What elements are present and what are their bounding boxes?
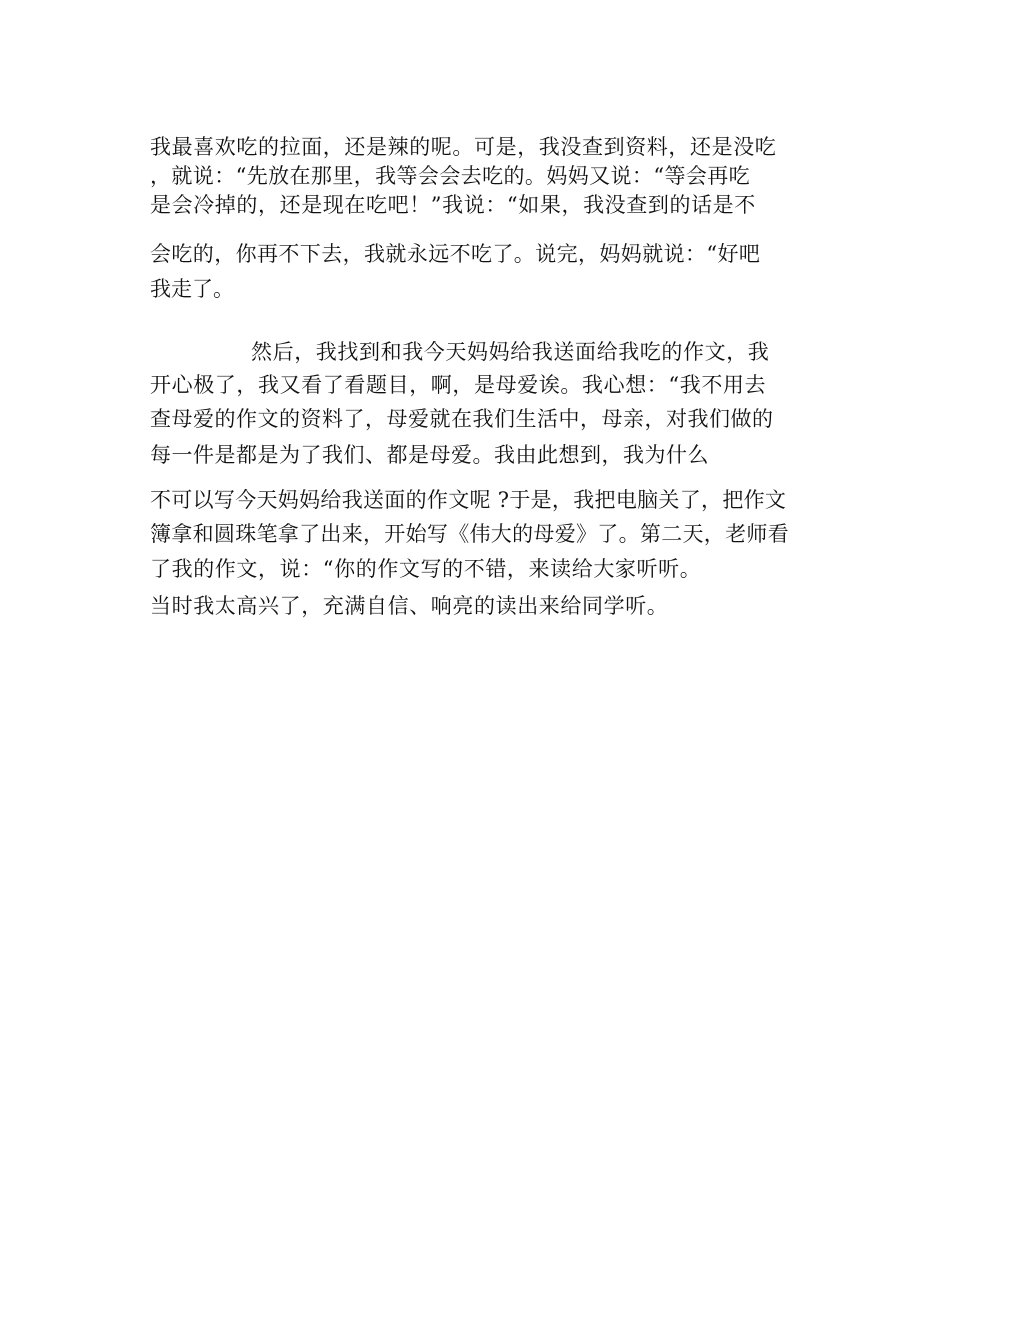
paragraph-3-line-1: 不可以写今天妈妈给我送面的作文呢 ?于是，我把电脑关了，把作文	[150, 488, 787, 512]
paragraph-1-line-2: ，就说：“先放在那里，我等会会去吃的。妈妈又说：“等会再吃	[150, 164, 751, 188]
paragraph-2-line-1: 然后，我找到和我今天妈妈给我送面给我吃的作文，我	[251, 340, 770, 364]
paragraph-3-line-3: 了我的作文，说：“你的作文写的不错，来读给大家听听。	[150, 557, 702, 581]
paragraph-2-line-3: 查母爱的作文的资料了，母爱就在我们生活中，母亲，对我们做的	[150, 407, 774, 431]
paragraph-1-line-3: 是会冷掉的，还是现在吃吧！”我说：“如果，我没查到的话是不	[150, 193, 756, 217]
paragraph-1-line-4: 会吃的，你再不下去，我就永远不吃了。说完，妈妈就说：“好吧	[150, 242, 761, 266]
paragraph-2-line-2: 开心极了，我又看了看题目，啊，是母爱诶。我心想：“我不用去	[150, 373, 767, 397]
paragraph-4-line-1: 当时我太高兴了，充满自信、响亮的读出来给同学听。	[150, 594, 669, 618]
paragraph-3-line-2: 簿拿和圆珠笔拿了出来，开始写《伟大的母爱》了。第二天，老师看	[150, 522, 789, 546]
paragraph-2-line-4: 每一件是都是为了我们、都是母爱。我由此想到，我为什么	[150, 443, 709, 467]
paragraph-1-line-1: 我最喜欢吃的拉面，还是辣的呢。可是，我没查到资料，还是没吃	[150, 135, 777, 159]
paragraph-1-line-5: 我走了。	[150, 277, 234, 301]
